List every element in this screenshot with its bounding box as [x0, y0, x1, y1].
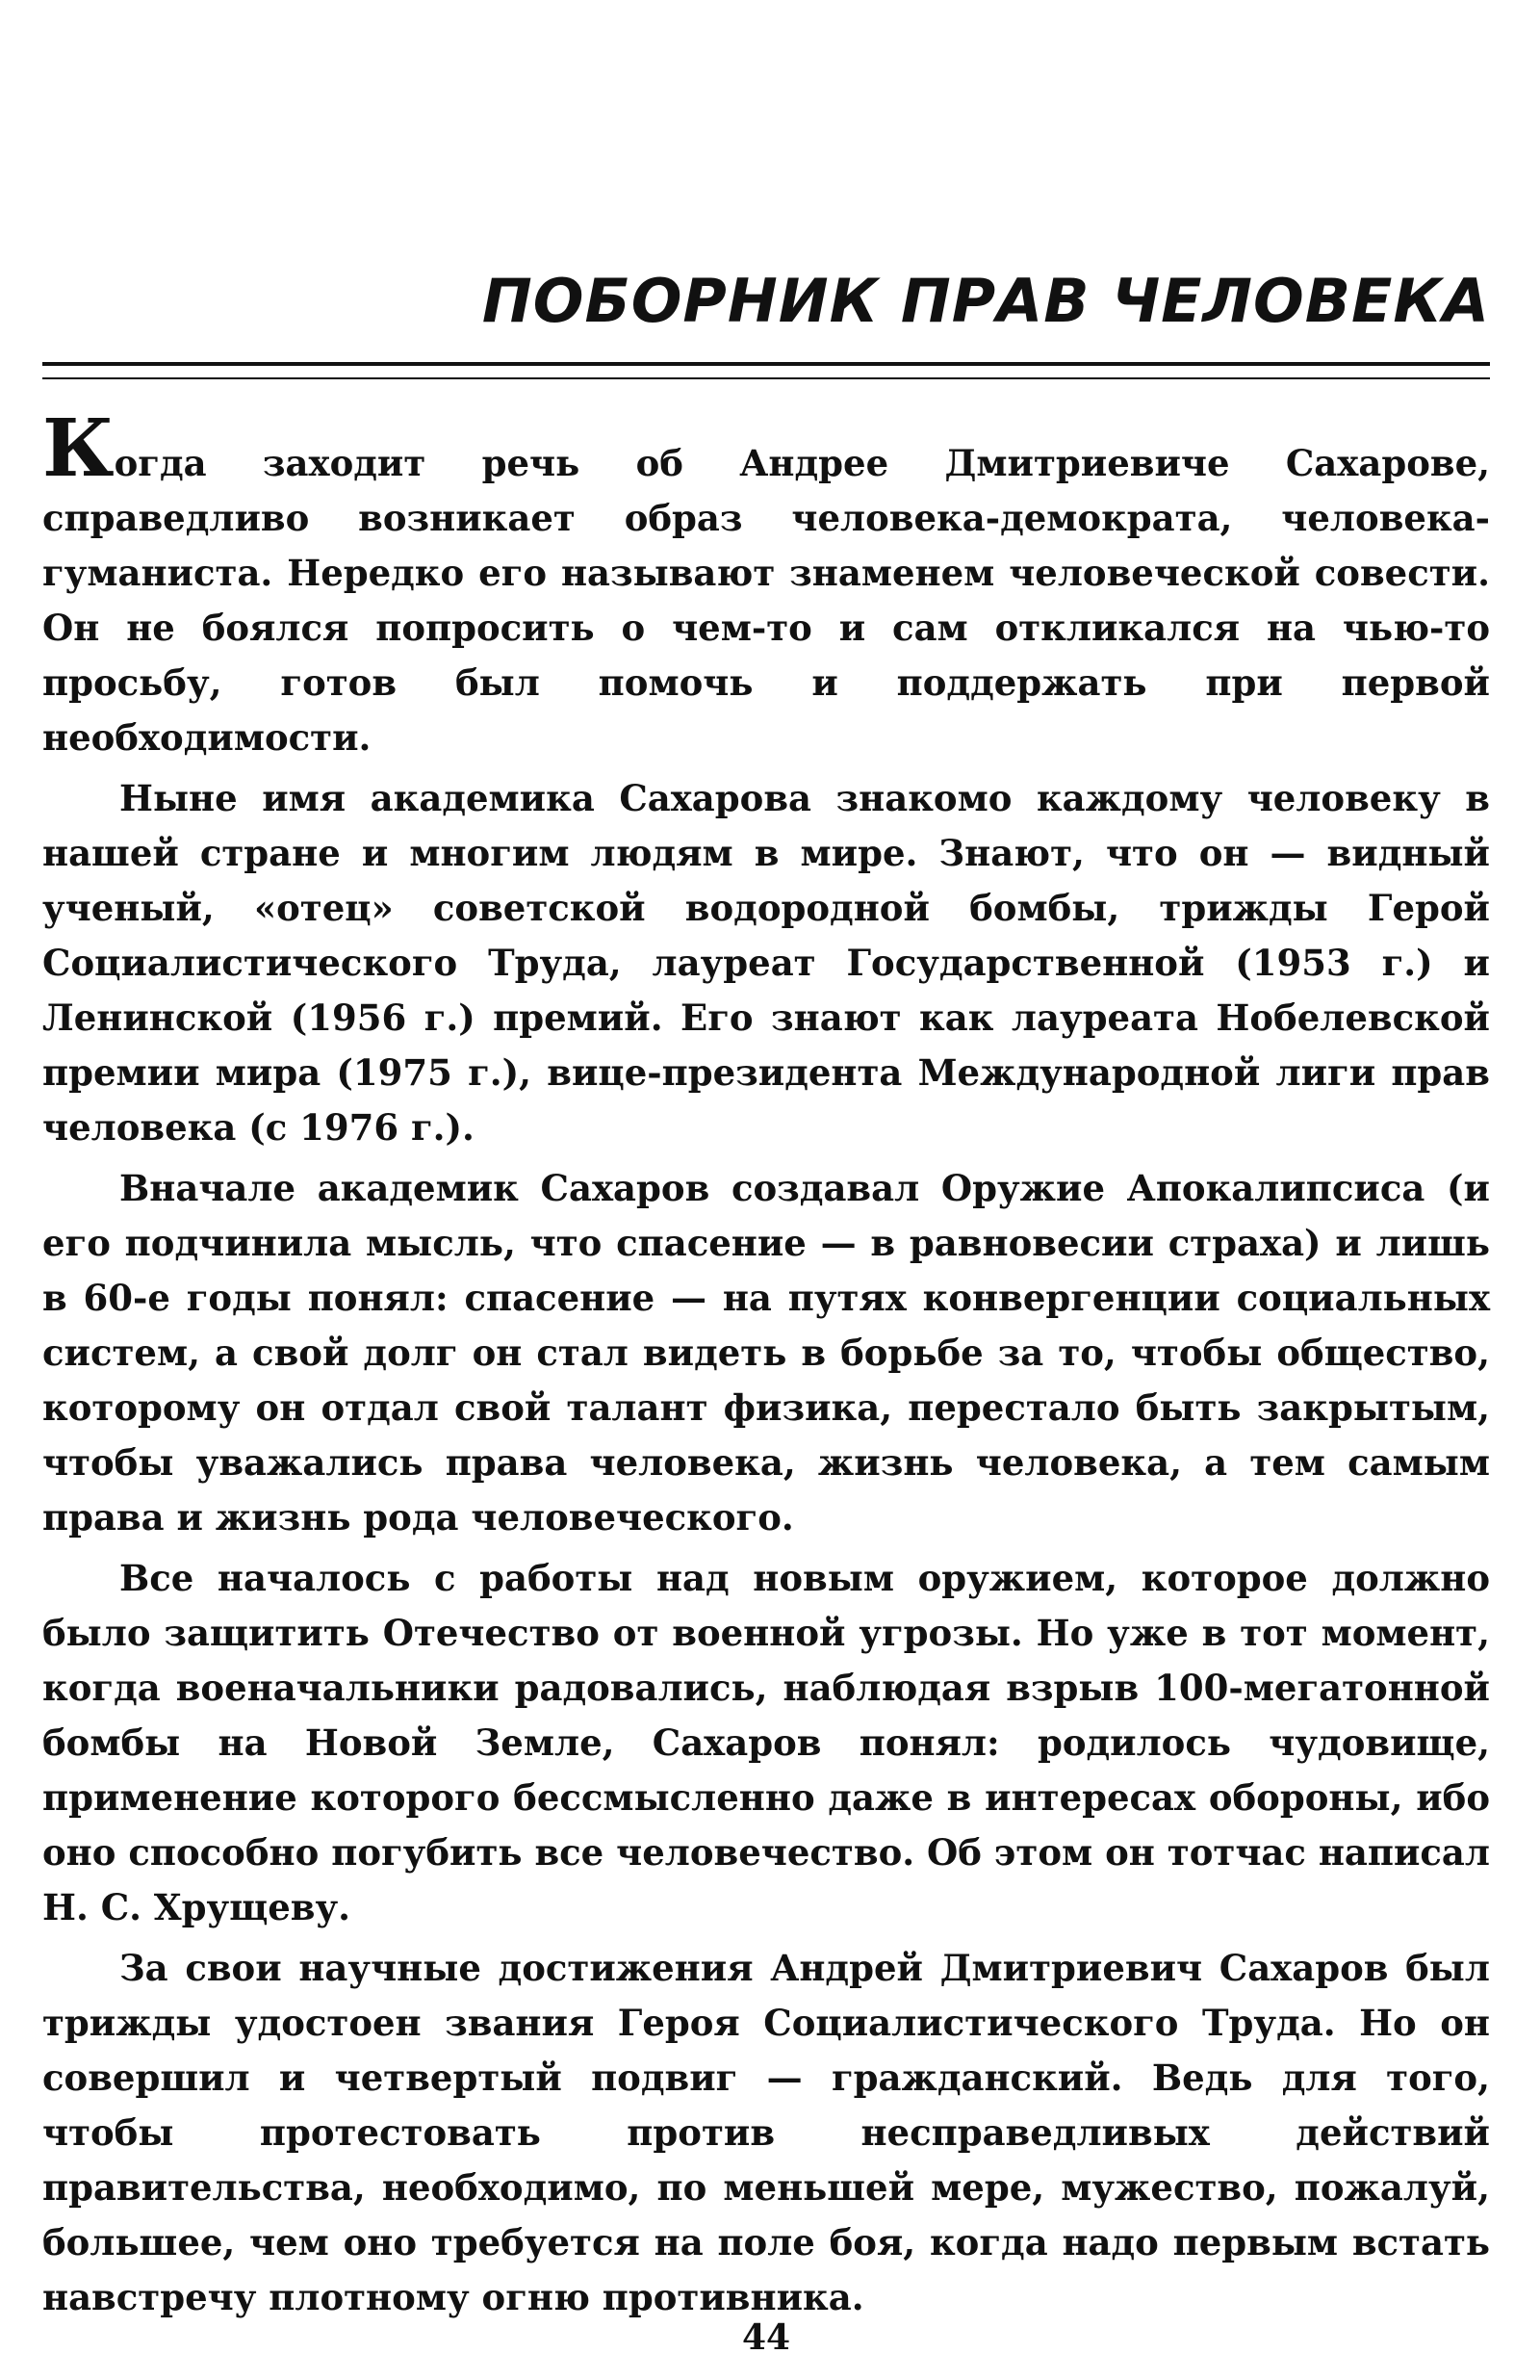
title-rule-thin	[42, 377, 1490, 379]
title-rule-thick	[42, 362, 1490, 366]
paragraph-4: Все началось с работы над новым оружием, которое должно было защитить Отечество от военной угрозы. Но уже в тот момент, когда военачальники радовались, наблюдая взрыв 100-мегатонной бомбы на Новой Земле, Сахаров понял: родилось чудовище, применение которого бессмысленно даже в интересах обороны, ибо оно способно погубить все человечество. Об этом он тотчас написал Н. С. Хрущеву.	[42, 1557, 1490, 1928]
paragraph-5: За свои научные достижения Андрей Дмитриевич Сахаров был трижды удостоен звания Героя Социалистического Труда. Но он совершил и четвертый подвиг — гражданский. Ведь для того, чтобы протестовать против несправедливых действий правительства, необходимо, по меньшей мере, мужество, пожалуй, большее, чем оно требуется на поле боя, когда надо первым встать навстречу плотному огню противника.	[42, 1947, 1490, 2318]
paragraph-1-text: огда заходит речь об Андрее Дмитриевиче Сахарове, справедливо возникает образ человека-демократа, человека-гуманиста. Нередко его называют знаменем человеческой совести. Он не боялся попросить о чем-то и сам откликался на чью-то просьбу, готов был помочь и поддержать при первой необходимости.	[42, 442, 1490, 759]
drop-cap: К	[42, 402, 115, 495]
paragraph-2: Ныне имя академика Сахарова знакомо каждому человеку в нашей стране и многим людям в мире. Знают, что он — видный ученый, «отец» советской водородной бомбы, трижды Герой Социалистического Труда, лауреат Государственной (1953 г.) и Ленинской (1956 г.) премий. Его знают как лауреата Нобелевской премии мира (1975 г.), вице-президента Международной лиги прав человека (с 1976 г.).	[42, 777, 1490, 1149]
chapter-title: ПОБОРНИК ПРАВ ЧЕЛОВЕКА	[481, 266, 1490, 336]
body-text	[42, 402, 1490, 2331]
paragraph-1	[42, 402, 1490, 765]
paragraph-3: Вначале академик Сахаров создавал Оружие Апокалипсиса (и его подчинила мысль, что спасение — в равновесии страха) и лишь в 60-е годы понял: спасение — на путях конвергенции социальных систем, а свой долг он стал видеть в борьбе за то, чтобы общество, которому он отдал свой талант физика, перестало быть закрытым, чтобы уважались права человека, жизнь человека, а тем самым права и жизнь рода человеческого.	[42, 1167, 1490, 1539]
page-number: 44	[741, 2317, 791, 2358]
book-page	[42, 0, 1490, 2380]
